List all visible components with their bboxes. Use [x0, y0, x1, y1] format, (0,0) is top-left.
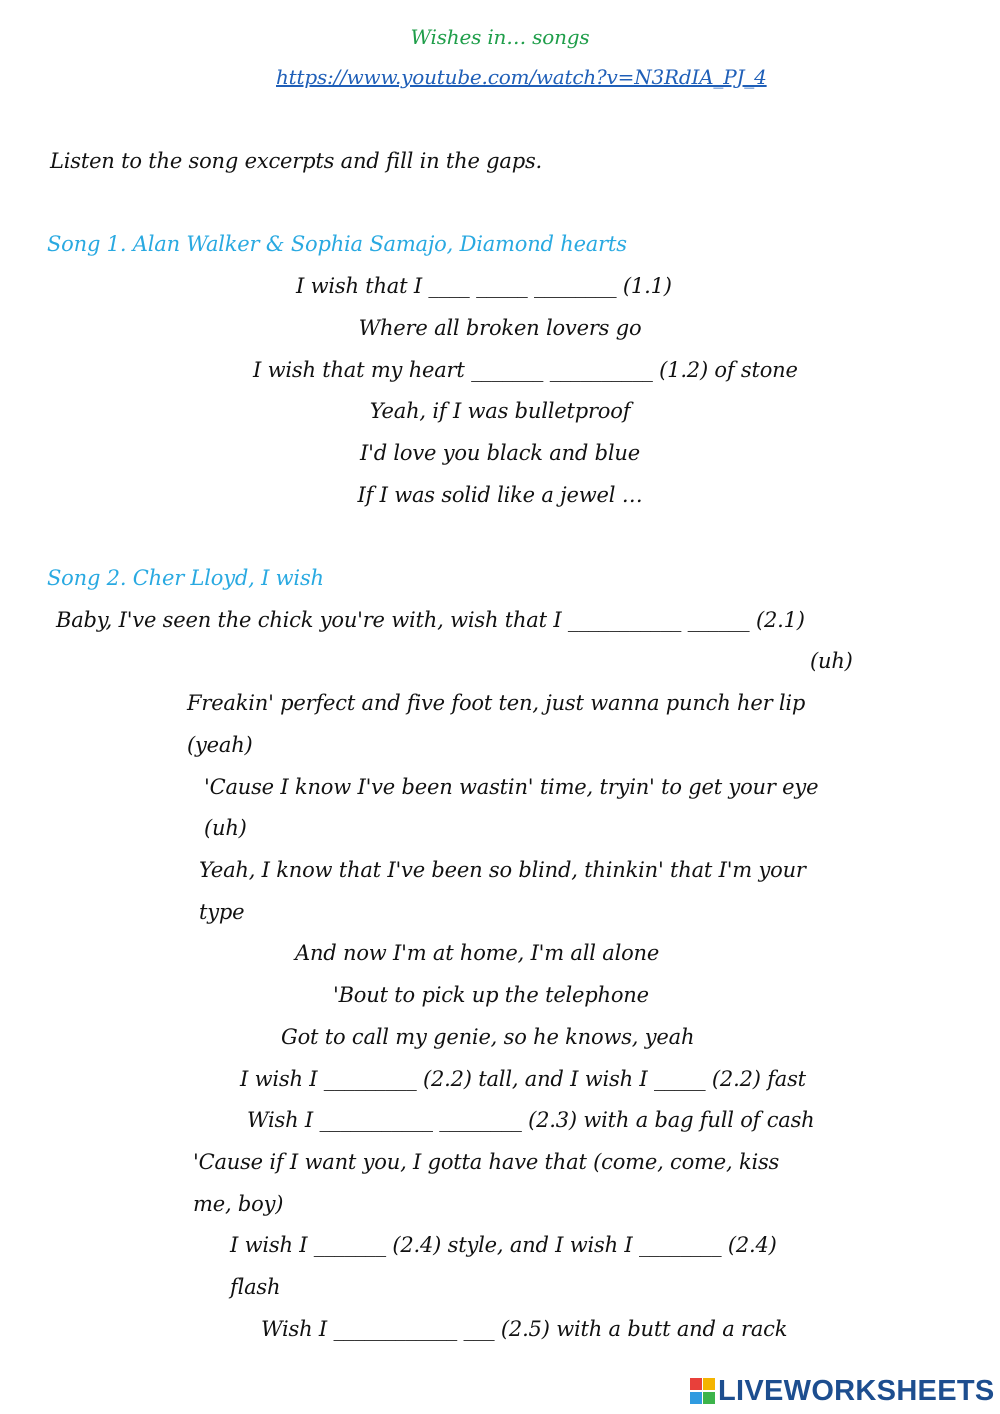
song2-line: And now I'm at home, I'm all alone: [295, 941, 660, 965]
song1-line: I wish that I ____ _____ ________ (1.1): [296, 274, 672, 298]
song2-line: 'Bout to pick up the telephone: [333, 983, 649, 1007]
song2-line: Yeah, I know that I've been so blind, thinkin' that I'm your: [199, 858, 806, 882]
song2-line: (uh): [204, 816, 247, 840]
song2-line: Wish I ___________ ________ (2.3) with a bag full of cash: [247, 1108, 815, 1132]
song1-heading: Song 1. Alan Walker & Sophia Samajo, Diamond hearts: [47, 232, 627, 256]
song2-line: Freakin' perfect and five foot ten, just wanna punch her lip: [187, 691, 806, 715]
song2-line: (yeah): [187, 733, 253, 757]
song2-line: I wish I _________ (2.2) tall, and I wish I _____ (2.2) fast: [240, 1067, 806, 1091]
song2-line: 'Cause if I want you, I gotta have that (come, come, kiss: [193, 1150, 780, 1174]
song2-line: flash: [230, 1275, 281, 1299]
song1-line: I'd love you black and blue: [360, 441, 640, 465]
song2-line: Wish I ____________ ___ (2.5) with a butt and a rack: [261, 1317, 788, 1341]
song2-line: (uh): [810, 649, 853, 673]
song1-line: Where all broken lovers go: [358, 316, 642, 340]
liveworksheets-icon: [690, 1378, 716, 1404]
song2-line: type: [199, 900, 245, 924]
song2-line: I wish I _______ (2.4) style, and I wish I ________ (2.4): [230, 1233, 777, 1257]
song2-line: Got to call my genie, so he knows, yeah: [281, 1025, 695, 1049]
song2-line: me, boy): [193, 1192, 284, 1216]
video-link[interactable]: https://www.youtube.com/watch?v=N3RdIA_PJ_4: [276, 65, 767, 89]
song2-heading: Song 2. Cher Lloyd, I wish: [47, 566, 324, 590]
song1-line: If I was solid like a jewel …: [357, 483, 643, 507]
song1-line: Yeah, if I was bulletproof: [369, 399, 631, 423]
liveworksheets-logo: [690, 1376, 995, 1406]
song2-line: Baby, I've seen the chick you're with, wish that I ___________ ______ (2.1): [56, 608, 805, 632]
instruction: Listen to the song excerpts and fill in the gaps.: [50, 149, 543, 173]
page-title: Wishes in… songs: [410, 25, 590, 49]
brand-text: LIVEWORKSHEETS: [718, 1374, 995, 1407]
song1-line: I wish that my heart _______ __________ (1.2) of stone: [253, 358, 798, 382]
song2-line: 'Cause I know I've been wastin' time, tryin' to get your eye: [204, 775, 819, 799]
